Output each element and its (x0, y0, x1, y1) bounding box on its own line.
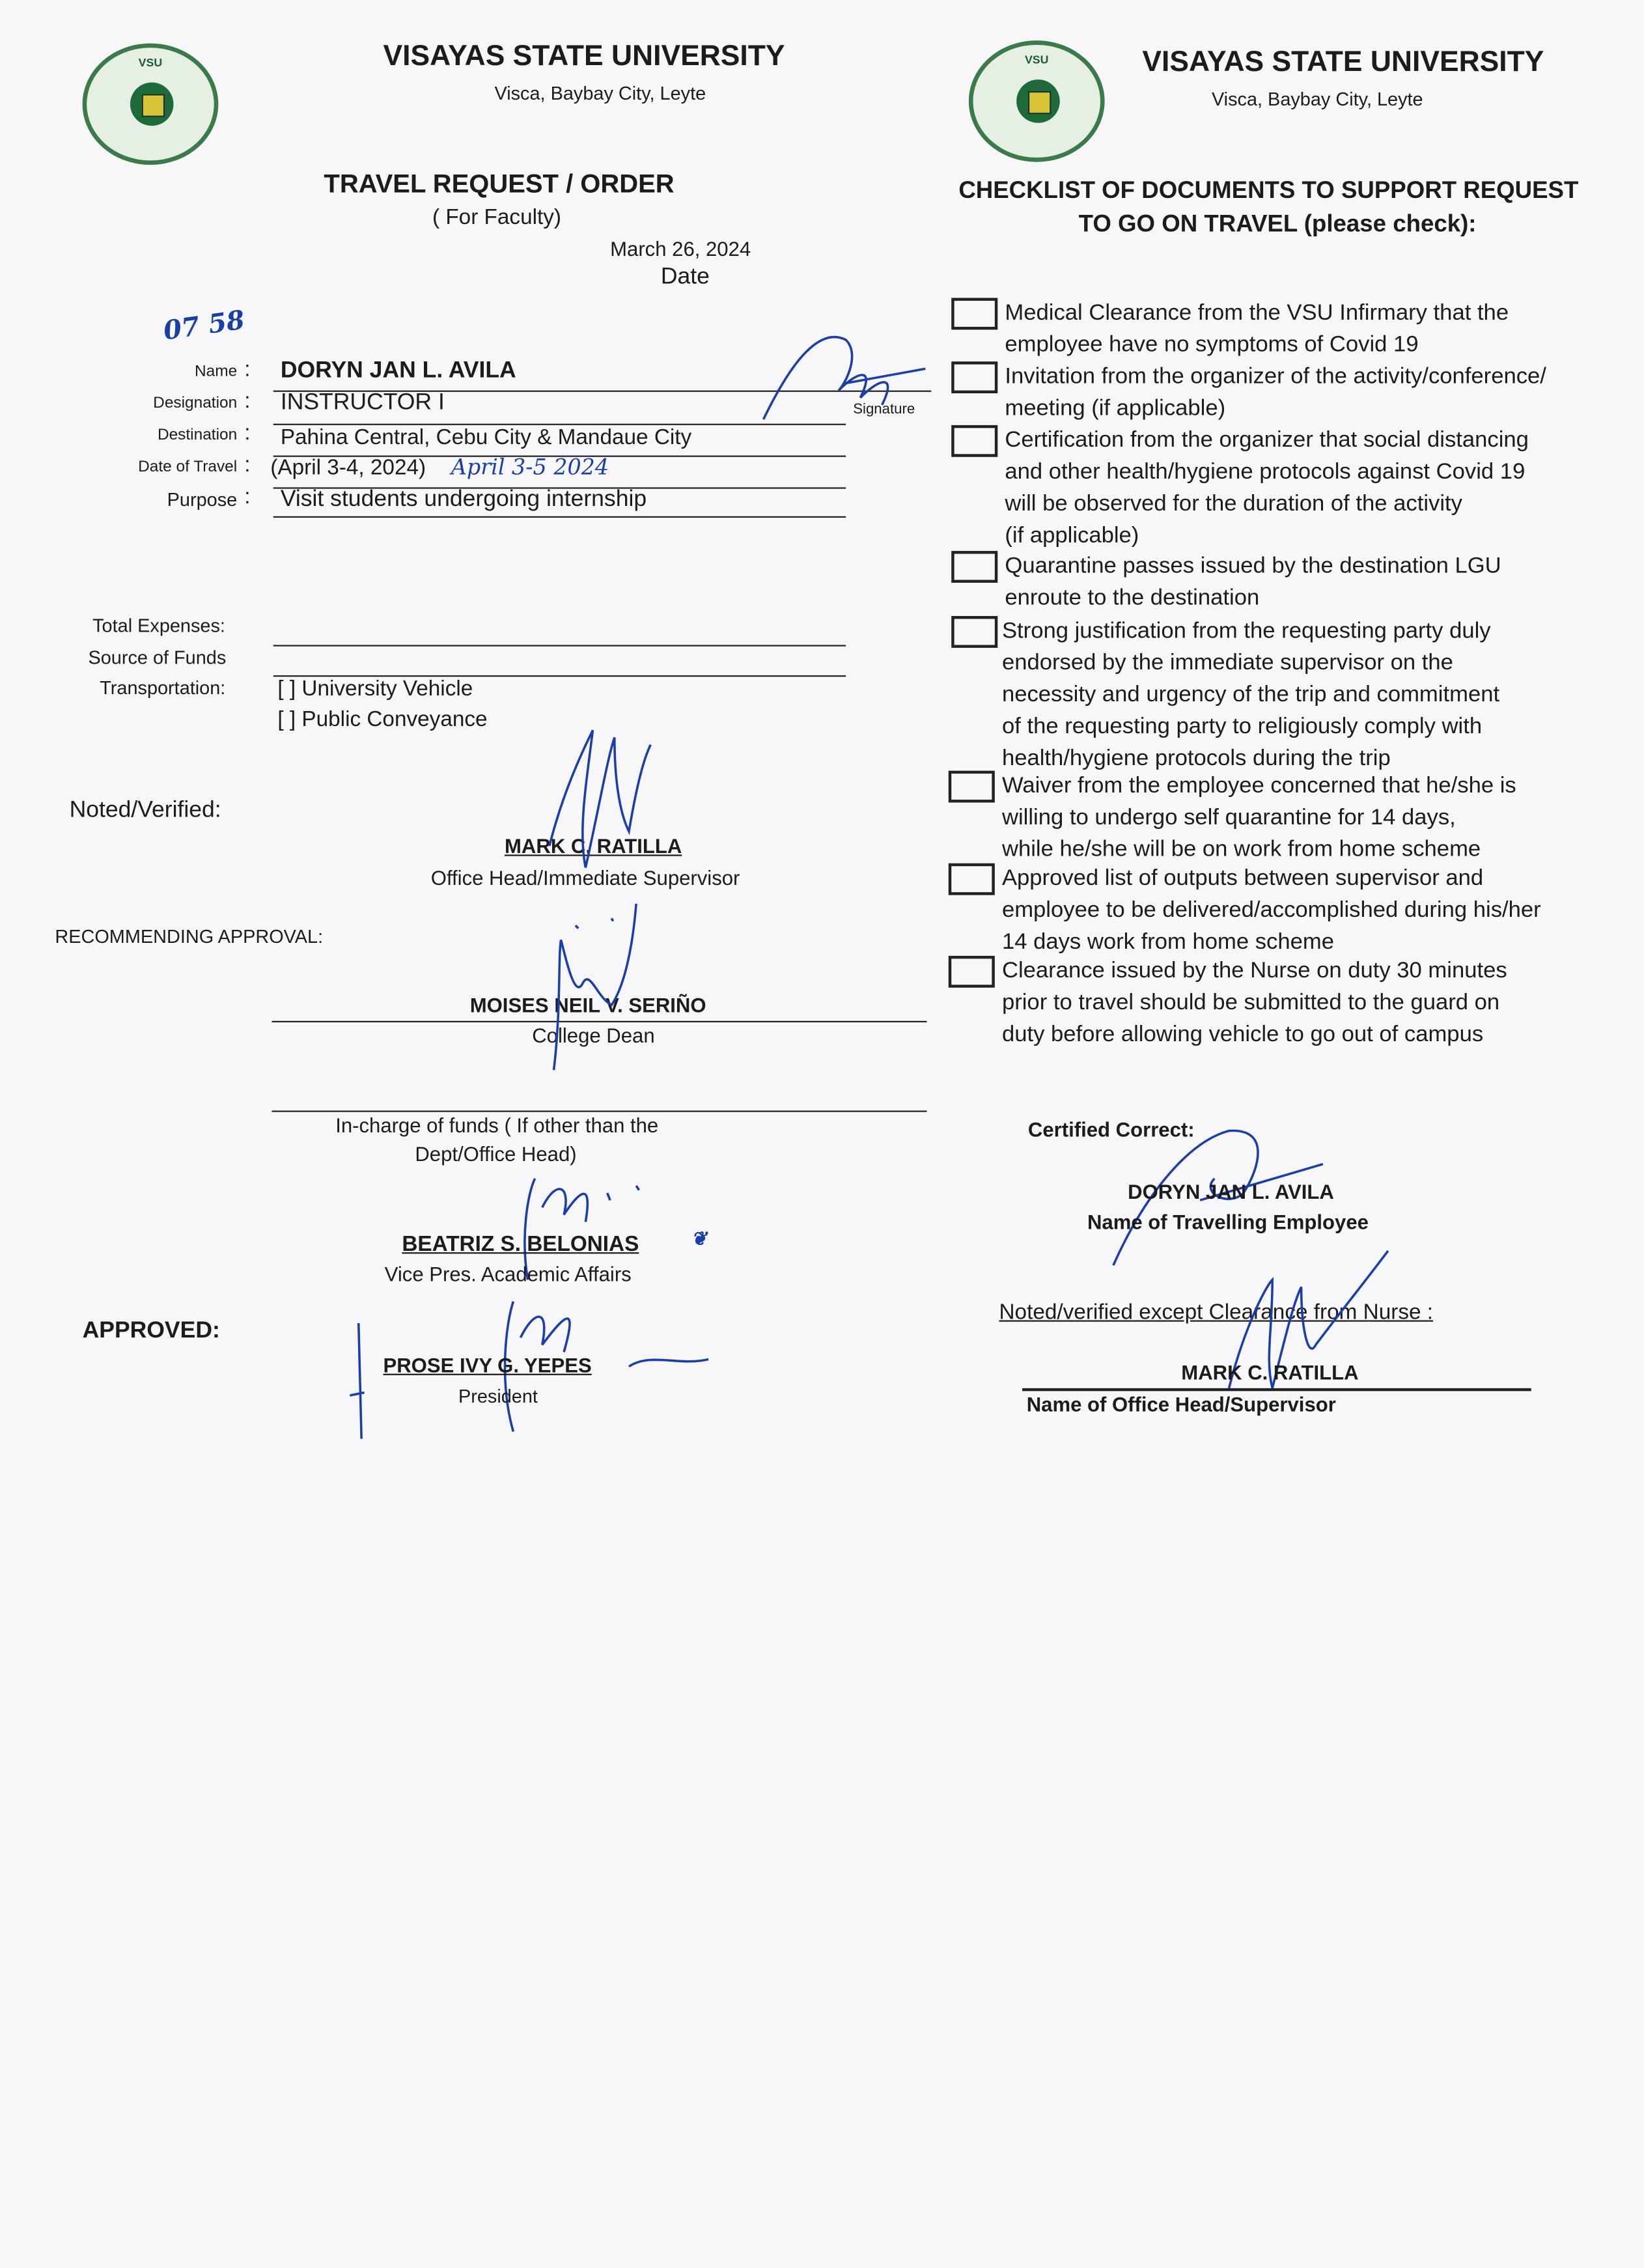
checklist-checkbox[interactable] (951, 298, 997, 329)
checklist-item-text (1002, 956, 1507, 1052)
university-address-right: Visca, Baybay City, Leyte (1211, 88, 1423, 110)
checklist-line: (if applicable) (1005, 523, 1139, 548)
checklist-item-text (1002, 863, 1541, 959)
vp-name: BEATRIZ S. BELONIAS (402, 1232, 639, 1257)
checklist-line: of the requesting party to religiously comply with (1001, 714, 1483, 739)
checklist-line: Waiver from the employee concerned that he/she is (1001, 774, 1516, 798)
date-of-travel-value: (April 3-4, 2024) (270, 455, 426, 481)
checklist-line: and other health/hygiene protocols against Covid 19 (1005, 460, 1526, 484)
checklist-item-text (1005, 361, 1546, 425)
colon: : (244, 389, 251, 414)
transport-option-public-conveyance[interactable]: [ ] Public Conveyance (277, 707, 488, 732)
checklist-item-text (1005, 551, 1501, 615)
checklist-checkbox[interactable] (949, 771, 995, 803)
checklist-line: Medical Clearance from the VSU Infirmary that the (1005, 300, 1509, 326)
dean-name: MOISES NEIL V. SERIÑO (469, 993, 706, 1017)
university-seal-logo: VSU (83, 44, 219, 165)
university-name: VISAYAS STATE UNIVERSITY (383, 40, 785, 73)
checklist-line: Approved list of outputs between supervisor and (1001, 866, 1484, 891)
university-seal-logo-right: VSU (969, 40, 1105, 162)
head-title: Name of Office Head/Supervisor (1026, 1392, 1336, 1416)
checklist-line: while he/she will be on work from home scheme (1001, 837, 1481, 862)
handwritten-date-correction: April 3-5 2024 (451, 454, 609, 481)
checklist-title-2: TO GO ON TRAVEL (please check): (1078, 211, 1477, 238)
checklist-checkbox[interactable] (951, 425, 997, 457)
checklist-item-text (1005, 298, 1509, 361)
purpose-value: Visit students undergoing internship (280, 487, 647, 512)
dean-title: College Dean (532, 1024, 655, 1047)
signature-label: Signature (853, 402, 915, 418)
checklist-line: prior to travel should be submitted to the guard on (1001, 990, 1500, 1015)
noted-except-label: Noted/verified except Clearance from Nurse : (999, 1300, 1434, 1325)
employee-name: DORYN JAN L. AVILA (1128, 1180, 1334, 1203)
name-value: DORYN JAN L. AVILA (280, 358, 516, 384)
colon: : (244, 453, 251, 477)
checklist-line: willing to undergo self quarantine for 14 days, (1001, 805, 1456, 830)
designation-value: INSTRUCTOR I (280, 390, 445, 415)
funds-incharge-label: In-charge of funds ( If other than the (335, 1113, 659, 1137)
recommending-approval-label: RECOMMENDING APPROVAL: (55, 925, 324, 947)
checklist-line: Strong justification from the requesting party duly (1001, 619, 1491, 644)
checklist-line: meeting (if applicable) (1005, 396, 1226, 421)
checklist-checkbox[interactable] (951, 551, 997, 583)
supervisor-signature (542, 730, 658, 875)
destination-value: Pahina Central, Cebu City & Mandaue City (280, 425, 692, 450)
approved-label: APPROVED: (82, 1319, 220, 1344)
university-address: Visca, Baybay City, Leyte (494, 82, 706, 104)
president-title: President (458, 1385, 538, 1407)
handwritten-time: 07 58 (161, 305, 247, 347)
checklist-item-text (1002, 616, 1499, 775)
transportation-label: Transportation: (100, 677, 226, 699)
checklist-checkbox[interactable] (951, 616, 997, 648)
colon: : (244, 484, 251, 509)
checklist-line: 14 days work from home scheme (1001, 929, 1334, 955)
checklist-line: health/hygiene protocols during the trip (1001, 746, 1391, 771)
vp-title: Vice Pres. Academic Affairs (384, 1262, 632, 1286)
checklist-line: Invitation from the organizer of the activity/conference/ (1005, 364, 1546, 389)
form-title: TRAVEL REQUEST / ORDER (324, 169, 675, 199)
dean-signature (546, 897, 662, 1078)
form-subtitle: ( For Faculty) (432, 205, 562, 231)
checklist-checkbox[interactable] (951, 361, 997, 393)
colon: : (244, 421, 251, 445)
field-label: Name (195, 363, 238, 381)
colon: : (244, 357, 251, 382)
checklist-line: Clearance issued by the Nurse on duty 30 minutes (1001, 959, 1507, 984)
checklist-checkbox[interactable] (949, 863, 995, 895)
checklist-item-text (1005, 425, 1529, 552)
transport-option-university-vehicle[interactable]: [ ] University Vehicle (277, 677, 473, 702)
field-label: Purpose (167, 488, 238, 511)
employee-title: Name of Travelling Employee (1087, 1210, 1369, 1234)
university-name-right: VISAYAS STATE UNIVERSITY (1142, 46, 1544, 78)
total-expenses-label: Total Expenses: (92, 614, 225, 637)
vp-initial: ❦ (691, 1229, 707, 1251)
field-label: Destination (157, 427, 238, 444)
checklist-line: employee to be delivered/accomplished during his/her (1001, 898, 1541, 923)
request-date: March 26, 2024 (610, 237, 751, 260)
checklist-line: will be observed for the duration of the activity (1005, 492, 1462, 516)
checklist-line: employee have no symptoms of Covid 19 (1005, 332, 1419, 357)
supervisor-title: Office Head/Immediate Supervisor (430, 866, 740, 889)
field-label: Date of Travel (138, 458, 238, 476)
checklist-line: Quarantine passes issued by the destination LGU (1005, 553, 1501, 579)
field-label: Designation (153, 395, 238, 412)
checklist-line: endorsed by the immediate supervisor on the (1001, 651, 1453, 676)
certified-correct-label: Certified Correct: (1027, 1117, 1195, 1141)
checklist-item-text (1002, 771, 1516, 867)
applicant-signature (759, 326, 932, 427)
president-name: PROSE IVY G. YEPES (383, 1353, 592, 1377)
checklist-line: Certification from the organizer that social distancing (1005, 428, 1529, 453)
checklist-checkbox[interactable] (949, 956, 995, 988)
checklist-line: enroute to the destination (1005, 585, 1260, 611)
head-name: MARK C. RATILLA (1181, 1360, 1359, 1384)
date-label: Date (660, 264, 710, 290)
noted-verified-label: Noted/Verified: (69, 798, 221, 823)
funds-incharge-label-2: Dept/Office Head) (415, 1142, 577, 1166)
supervisor-name: MARK C. RATILLA (505, 834, 682, 858)
checklist-line: necessity and urgency of the trip and commitment (1001, 682, 1500, 707)
source-of-funds-label: Source of Funds (88, 646, 227, 668)
checklist-line: duty before allowing vehicle to go out of campus (1001, 1022, 1484, 1047)
checklist-title-1: CHECKLIST OF DOCUMENTS TO SUPPORT REQUEST (958, 178, 1579, 204)
